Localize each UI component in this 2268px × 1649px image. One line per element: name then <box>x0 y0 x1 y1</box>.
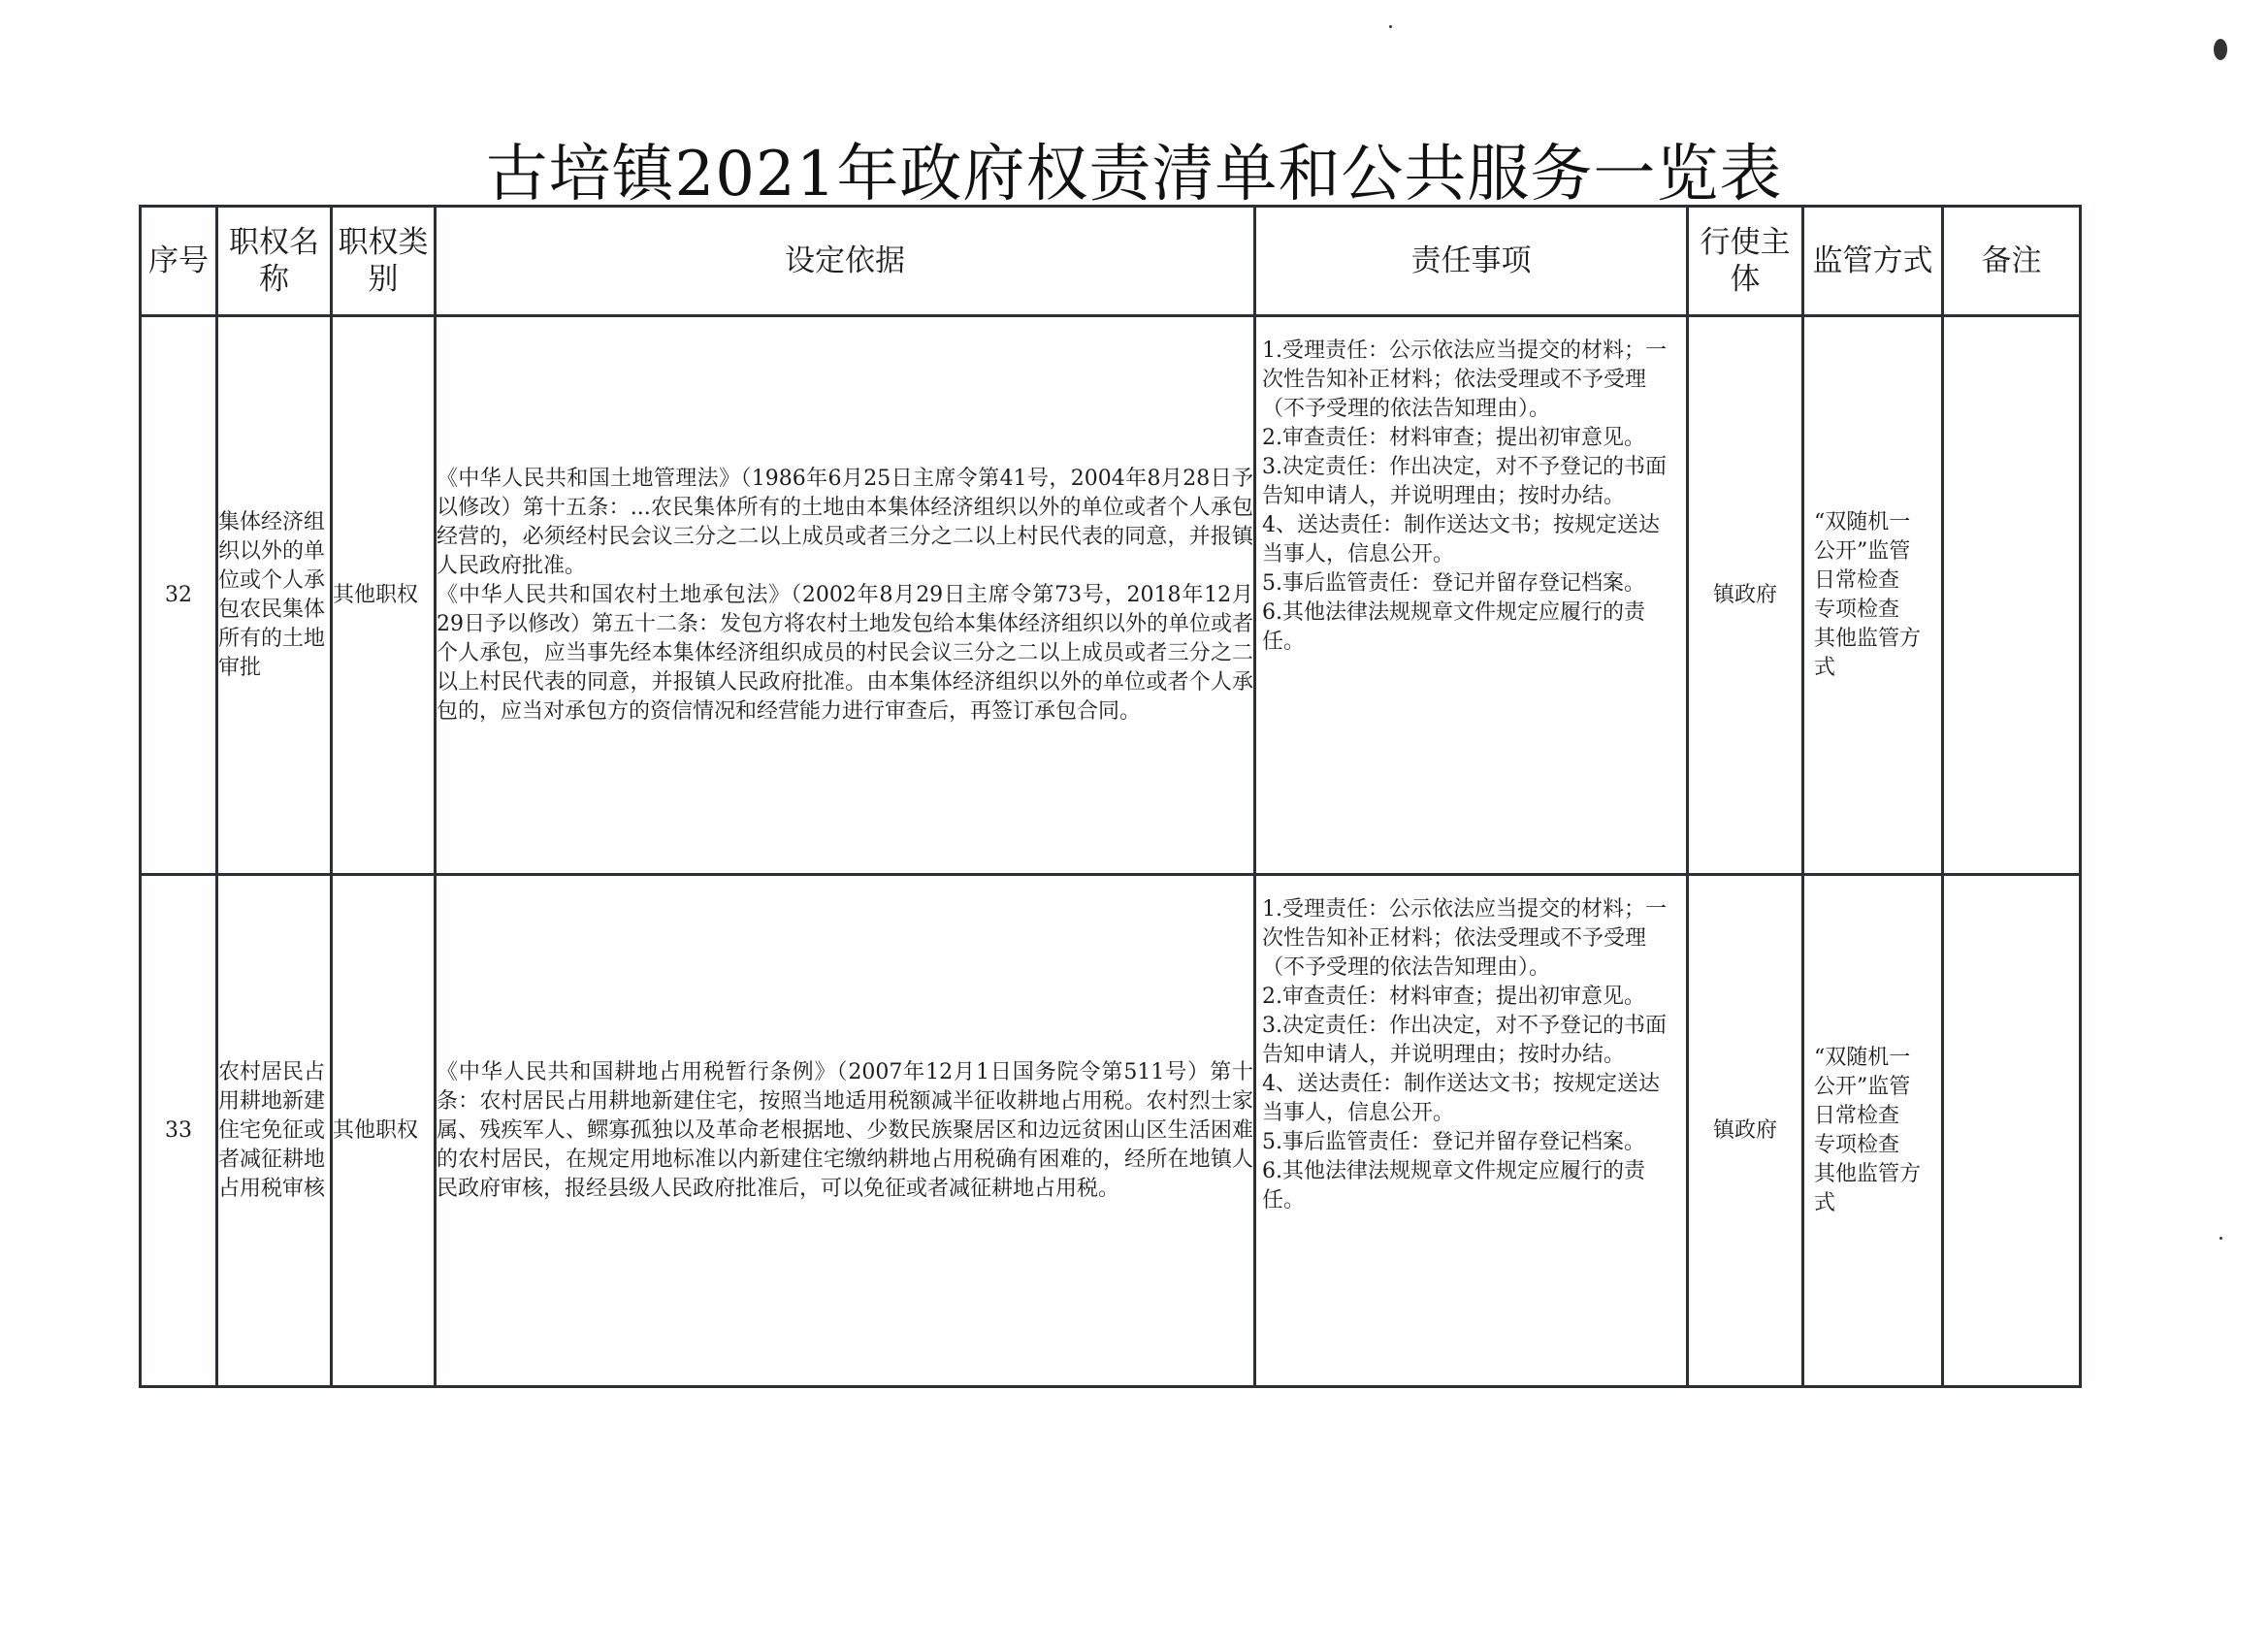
row-subject: 镇政府 <box>1688 875 1803 1387</box>
header-basis: 设定依据 <box>436 207 1255 316</box>
scan-speck <box>2219 1237 2222 1240</box>
basis-paragraph: 《中华人民共和国土地管理法》（1986年6月25日主席令第41号，2004年8月28日予以修改）第十五条：...农民集体所有的土地由本集体经济组织以外的单位或者个人承包经营的，必须经村民会议三分之二以上成员或者三分之二以上村民代表的同意，并报镇人民政府批准。 <box>437 466 1253 578</box>
duty-item: 1.受理责任：公示依法应当提交的材料；一次性告知补正材料；依法受理或不予受理（不予受理的依法告知理由）。 <box>1262 339 1667 421</box>
row-basis <box>436 316 1255 875</box>
duty-item: 5.事后监管责任：登记并留存登记档案。 <box>1262 571 1645 596</box>
row-remark <box>1943 875 2081 1387</box>
duty-item: 5.事后监管责任：登记并留存登记档案。 <box>1262 1130 1645 1154</box>
duty-item: 4、送达责任：制作送达文书；按规定送达当事人，信息公开。 <box>1262 1072 1660 1125</box>
row-supervision <box>1803 316 1943 875</box>
row-name: 农村居民占用耕地新建住宅免征或者减征耕地占用税审核 <box>217 875 332 1387</box>
basis-paragraph: 《中华人民共和国耕地占用税暂行条例》（2007年12月1日国务院令第511号）第十条：农村居民占用耕地新建住宅，按照当地适用税额减半征收耕地占用税。农村烈士家属、残疾军人、鳏寡孤独以及革命老根据地、少数民族聚居区和边远贫困山区生活困难的农村居民，在规定用地标准以内新建住宅缴纳耕地占用税确有困难的，经所在地镇人民政府审核，报经县级人民政府批准后，可以免征或者减征耕地占用税。 <box>437 1059 1253 1201</box>
duty-item: 2.审查责任：材料审查；提出初审意见。 <box>1262 426 1645 450</box>
row-index: 33 <box>141 875 217 1387</box>
responsibility-table <box>139 205 2082 1388</box>
duty-item: 6.其他法律法规规章文件规定应履行的责任。 <box>1262 600 1645 654</box>
row-supervision <box>1803 875 1943 1387</box>
supervision-text: “双随机一公开”监管 日常检查 专项检查 其他监管方式 <box>1814 1045 1922 1215</box>
table-row <box>141 875 2081 1387</box>
row-subject: 镇政府 <box>1688 316 1803 875</box>
row-category: 其他职权 <box>332 316 436 875</box>
supervision-text: “双随机一公开”监管 日常检查 专项检查 其他监管方式 <box>1814 509 1922 680</box>
header-duties: 责任事项 <box>1255 207 1688 316</box>
duty-item: 3.决定责任：作出决定，对不予登记的书面告知申请人，并说明理由；按时办结。 <box>1262 1014 1667 1067</box>
header-category: 职权类别 <box>332 207 436 316</box>
scan-speck <box>2214 39 2227 60</box>
row-duties <box>1255 316 1688 875</box>
header-remark: 备注 <box>1943 207 2081 316</box>
duty-item: 3.决定责任：作出决定，对不予登记的书面告知申请人，并说明理由；按时办结。 <box>1262 455 1667 508</box>
header-supervision: 监管方式 <box>1803 207 1943 316</box>
row-name: 集体经济组织以外的单位或个人承包农民集体所有的土地审批 <box>217 316 332 875</box>
header-row <box>141 207 2081 316</box>
duty-item: 2.审查责任：材料审查；提出初审意见。 <box>1262 985 1645 1009</box>
duty-item: 6.其他法律法规规章文件规定应履行的责任。 <box>1262 1159 1645 1212</box>
row-duties <box>1255 875 1688 1387</box>
header-index: 序号 <box>141 207 217 316</box>
basis-paragraph: 《中华人民共和国农村土地承包法》（2002年8月29日主席令第73号，2018年12月29日予以修改）第五十二条：发包方将农村土地发包给本集体经济组织以外的单位或者个人承包，应当事先经本集体经济组织成员的村民会议三分之二以上成员或者三分之二以上村民代表的同意，并报镇人民政府批准。由本集体经济组织以外的单位或者个人承包的，应当对承包方的资信情况和经营能力进行审查后，再签订承包合同。 <box>437 582 1253 724</box>
row-category: 其他职权 <box>332 875 436 1387</box>
document-title: 古培镇2021年政府权责清单和公共服务一览表 <box>485 139 1783 210</box>
row-index: 32 <box>141 316 217 875</box>
scan-speck <box>1389 25 1392 28</box>
table-row <box>141 316 2081 875</box>
header-name: 职权名称 <box>217 207 332 316</box>
duty-item: 1.受理责任：公示依法应当提交的材料；一次性告知补正材料；依法受理或不予受理（不予受理的依法告知理由）。 <box>1262 897 1667 980</box>
row-remark <box>1943 316 2081 875</box>
header-subject: 行使主体 <box>1688 207 1803 316</box>
duty-item: 4、送达责任：制作送达文书；按规定送达当事人，信息公开。 <box>1262 513 1660 566</box>
row-basis <box>436 875 1255 1387</box>
